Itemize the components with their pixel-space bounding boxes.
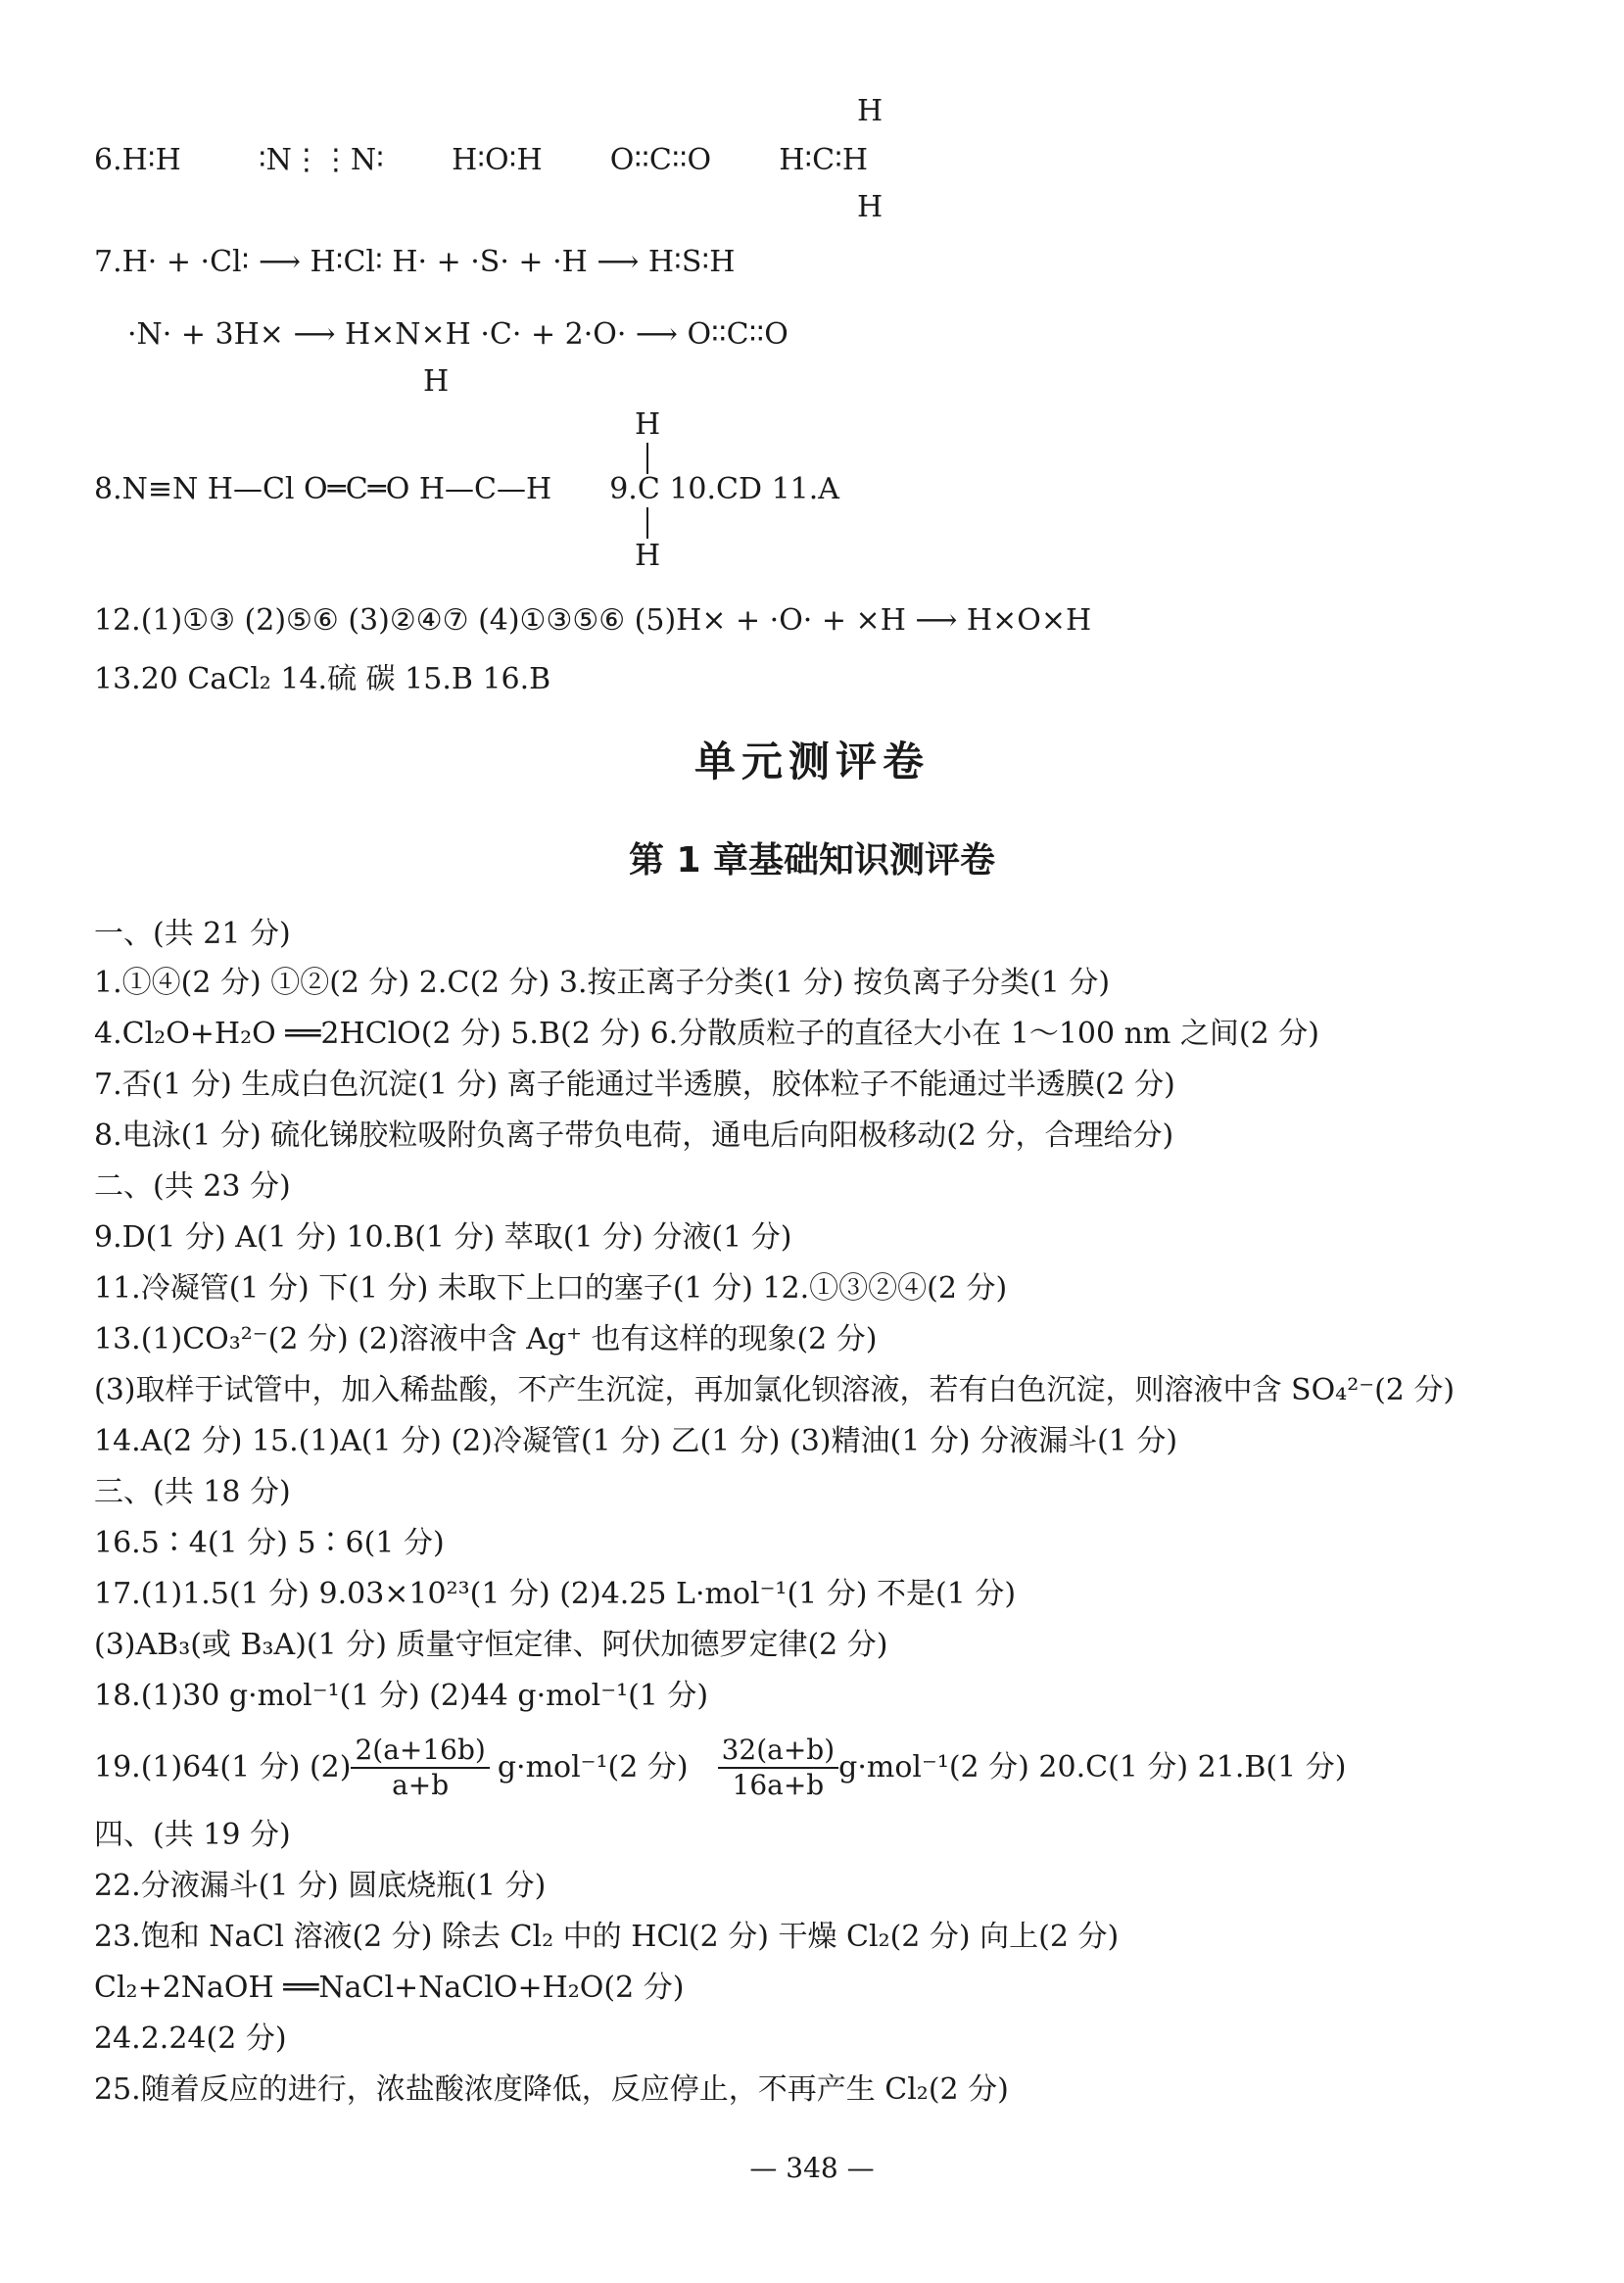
page-number: — 348 —: [749, 2152, 875, 2184]
q6-n2: ∶N⋮⋮N∶: [258, 143, 384, 177]
answer-line: 22.分液漏斗(1 分) 圆底烧瓶(1 分): [94, 1869, 547, 1903]
q7-line1: 7.H· + ·Cl∶ ⟶ H∶Cl∶ H· + ·S· + ·H ⟶ H∶S∶H: [94, 245, 736, 279]
q7-nh3-bottom-h: H: [423, 364, 450, 399]
ch4-bond-up: [646, 443, 648, 474]
answer-line: (3)AB₃(或 B₃A)(1 分) 质量守恒定律、阿伏加德罗定律(2 分): [94, 1628, 888, 1662]
answer-line: 13.(1)CO₃²⁻(2 分) (2)溶液中含 Ag⁺ 也有这样的现象(2 分): [94, 1322, 878, 1356]
fraction-2: [718, 1734, 839, 1802]
answer-line: 25.随着反应的进行，浓盐酸浓度降低，反应停止，不再产生 Cl₂(2 分): [94, 2072, 1009, 2107]
q8-answers: 9.C 10.CD 11.A: [609, 472, 839, 506]
answer-line: 4.Cl₂O+H₂O ══2HClO(2 分) 5.B(2 分) 6.分散质粒子的直径大小在 1～100 nm 之间(2 分): [94, 1017, 1319, 1051]
q19-part-a: 19.(1)64(1 分) (2): [94, 1750, 352, 1784]
fraction-1-numerator: 2(a+16b): [351, 1734, 489, 1769]
fraction-1: [351, 1734, 489, 1802]
section-4-header: 四、(共 19 分): [94, 1818, 291, 1852]
q6-h2o: H∶O∶H: [452, 143, 543, 177]
answer-line: Cl₂+2NaOH ══NaCl+NaClO+H₂O(2 分): [94, 1971, 685, 2005]
ch4-bond-down: [646, 507, 648, 539]
q6-ch4: H∶C∶H: [779, 143, 869, 177]
ch4-struct-top-h: H: [635, 407, 661, 442]
answer-line: 1.①④(2 分) ①②(2 分) 2.C(2 分) 3.按正离子分类(1 分) 按负离子分类(1 分): [94, 966, 1111, 1000]
answer-line: 7.否(1 分) 生成白色沉淀(1 分) 离子能通过半透膜，胶体粒子不能通过半透膜(2 分): [94, 1068, 1175, 1102]
q19-part-c: g·mol⁻¹(2 分) 20.C(1 分) 21.B(1 分): [838, 1750, 1347, 1784]
section-2-header: 二、(共 23 分): [94, 1169, 291, 1204]
q12-line: 12.(1)①③ (2)⑤⑥ (3)②④⑦ (4)①③⑤⑥ (5)H× + ·O· + ×H ⟶ H×O×H: [94, 603, 1092, 638]
answer-line: (3)取样于试管中，加入稀盐酸，不产生沉淀，再加氯化钡溶液，若有白色沉淀，则溶液中含 SO₄²⁻(2 分): [94, 1373, 1456, 1407]
fraction-1-denominator: a+b: [392, 1769, 450, 1801]
answer-line: 8.电泳(1 分) 硫化锑胶粒吸附负离子带负电荷，通电后向阳极移动(2 分，合理给分): [94, 1118, 1174, 1153]
answer-line: 9.D(1 分) A(1 分) 10.B(1 分) 萃取(1 分) 分液(1 分): [94, 1220, 792, 1255]
chapter-title: 第 1 章基础知识测评卷: [628, 840, 996, 880]
answer-line: 17.(1)1.5(1 分) 9.03×10²³(1 分) (2)4.25 L·mol⁻¹(1 分) 不是(1 分): [94, 1577, 1017, 1611]
q19-part-b: g·mol⁻¹(2 分): [497, 1750, 689, 1784]
q13-line: 13.20 CaCl₂ 14.硫 碳 15.B 16.B: [94, 662, 551, 696]
answer-line: 18.(1)30 g·mol⁻¹(1 分) (2)44 g·mol⁻¹(1 分): [94, 1679, 709, 1713]
q19-line: [94, 1734, 1346, 1802]
q6-h2: H∶H: [121, 143, 181, 177]
fraction-2-numerator: 32(a+b): [718, 1734, 839, 1769]
answer-line: 23.饱和 NaCl 溶液(2 分) 除去 Cl₂ 中的 HCl(2 分) 干燥 Cl₂(2 分) 向上(2 分): [94, 1920, 1120, 1954]
q6-line: [94, 143, 868, 178]
section-1-header: 一、(共 21 分): [94, 917, 291, 951]
answer-line: 11.冷凝管(1 分) 下(1 分) 未取下上口的塞子(1 分) 12.①③②④(2 分): [94, 1271, 1008, 1306]
section-title: 单元测评卷: [693, 737, 930, 785]
ch4-struct-bottom-h: H: [635, 539, 661, 573]
answer-line: 14.A(2 分) 15.(1)A(1 分) (2)冷凝管(1 分) 乙(1 分) (3)精油(1 分) 分液漏斗(1 分): [94, 1424, 1178, 1458]
q6-number: 6.: [94, 143, 122, 177]
answer-line: 16.5∶4(1 分) 5∶6(1 分): [94, 1526, 445, 1560]
q7-line2: ·N· + 3H× ⟶ H×N×H ·C· + 2·O· ⟶ O∶∶C∶∶O: [127, 317, 788, 352]
answer-line: 24.2.24(2 分): [94, 2021, 287, 2056]
q8-structures: 8.N≡N H—Cl O═C═O H—C—H: [94, 472, 552, 506]
q8-line: [94, 472, 839, 507]
ch4-bottom-h: H: [857, 190, 884, 224]
fraction-2-denominator: 16a+b: [732, 1769, 825, 1801]
q6-co2: O∶∶C∶∶O: [609, 143, 712, 177]
section-3-header: 三、(共 18 分): [94, 1475, 291, 1509]
ch4-top-h: H: [857, 94, 884, 128]
